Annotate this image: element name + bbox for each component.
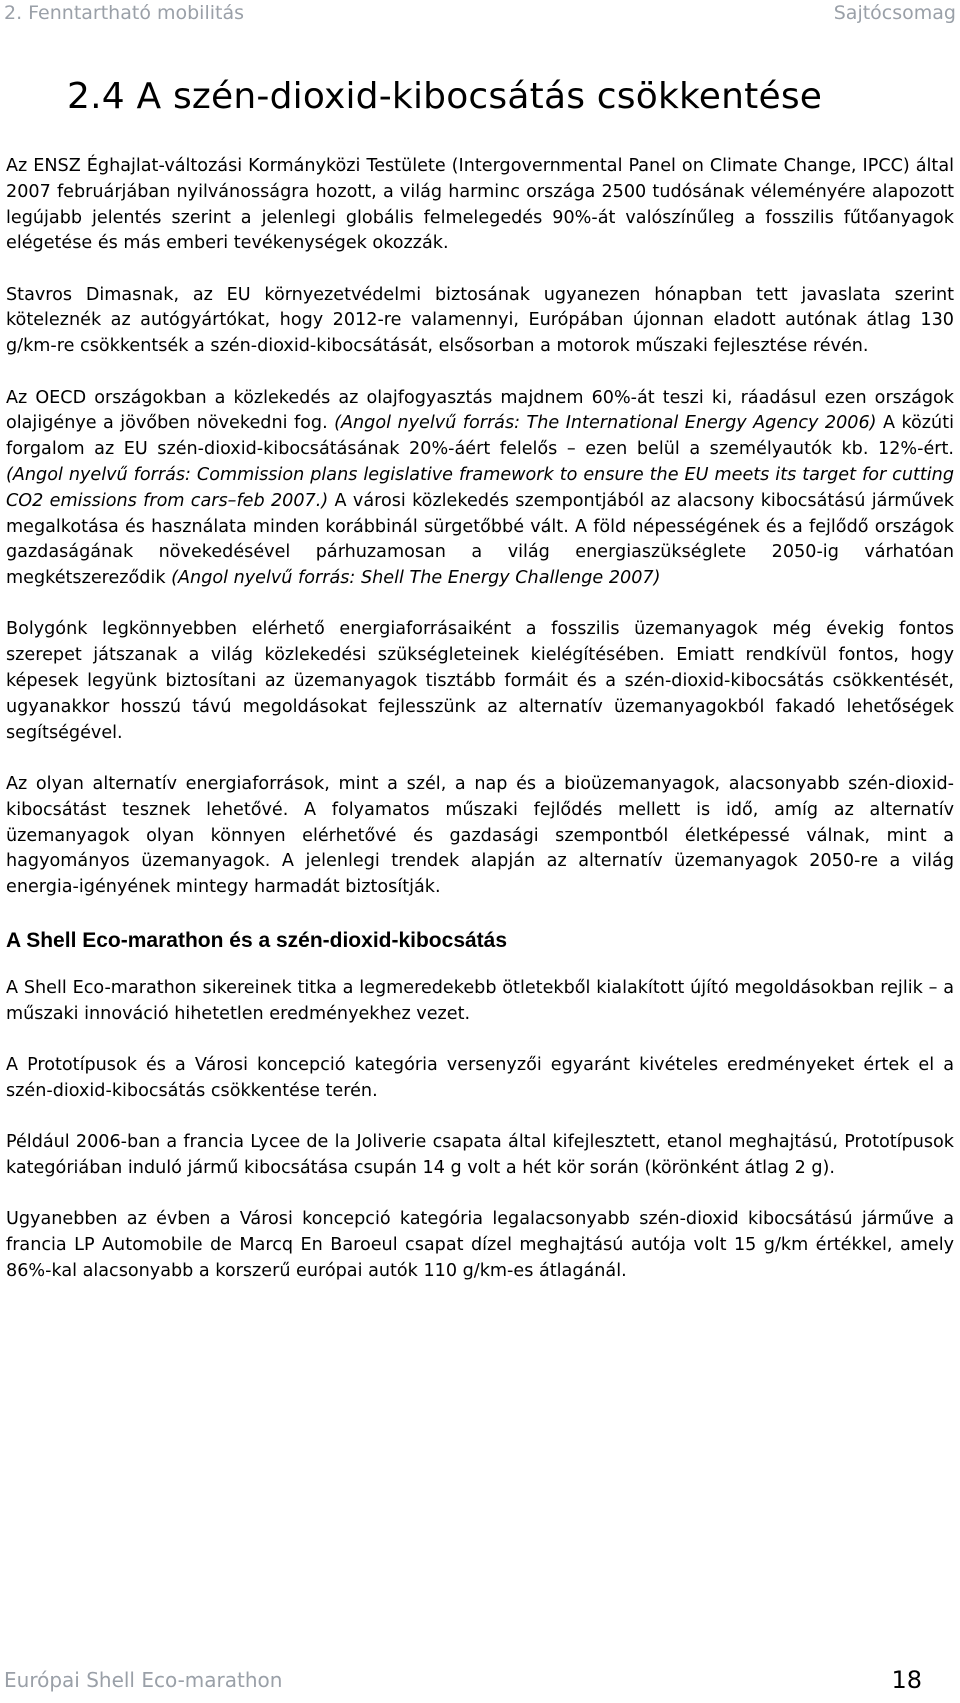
source-shell: (Angol nyelvű forrás: Shell The Energy Challenge 2007) <box>171 568 661 589</box>
paragraph-categories: A Prototípusok és a Városi koncepció kategória versenyzői egyaránt kivételes eredményeket értek el a szén-dioxid-kibocsátás csökkentése terén. <box>6 1054 954 1101</box>
header-doc-type: Sajtócsomag <box>833 2 956 24</box>
oecd-text-2: A közúti forgalom az EU szén-dioxid-kibocsátásának 20%-áért felelős – ezen belül a személyautók kb. 12%-ért. <box>6 413 954 460</box>
paragraph-2006: Például 2006-ban a francia Lycee de la Joliverie csapata által kifejlesztett, etanol meghajtású, Prototípusok kategóriában induló jármű kibocsátása csupán 14 g volt a hét kör során (körönként átlag 2 g). <box>6 1131 954 1178</box>
footer-title: Európai Shell Eco-marathon <box>4 1668 283 1692</box>
source-commission: (Angol nyelvű forrás: Commission plans legislative framework to ensure the EU meets its target for cutting CO2 emissions from cars–feb 2007.) <box>6 464 954 511</box>
paragraph-fossil: Bolygónk legkönnyebben elérhető energiaforrásaiként a fosszilis üzemanyagok még évekig fontos szerepet játszanak a világ közlekedési szükségleteinek kielégítésében. Emiatt rendkívül fontos, hogy képesek legyünk biztosítani az üzemanyagok tisztább formáit és a szén-dioxid-kibocsátás csökkentését, ugyanakkor hosszú távú megoldásokat fejlesszünk az alternatív üzemanyagokból fakadó lehetőségek segítségével. <box>6 619 954 743</box>
paragraph-urban-concept: Ugyanebben az évben a Városi koncepció kategória legalacsonyabb szén-dioxid kibocsátású járműve a francia LP Automobile de Marcq En Baroeul csapat dízel meghajtású autója volt 15 g/km értékkel, amely 86%-kal alacsonyabb a korszerű európai autók 110 g/km-es átlagánál. <box>6 1209 954 1281</box>
source-iea: (Angol nyelvű forrás: The International Energy Agency 2006) <box>334 413 877 434</box>
oecd-text-1: Az OECD országokban a közlekedés az olajfogyasztás majdnem 60%-át teszi ki, ráadásul ezen országok olajigénye a jövőben növekedni fog. <box>6 387 954 434</box>
section-title: 2.4 A szén-dioxid-kibocsátás csökkentése <box>67 76 823 117</box>
paragraph-ipcc: Az ENSZ Éghajlat-változási Kormányközi Testülete (Intergovernmental Panel on Climate Change, IPCC) által 2007 februárjában nyilvánosságra hozott, a világ harminc országa 2500 tudósának véleményére alapozott legújabb jelentés szerint a jelenlegi globális felmelegedés 90%-át valószínűleg a fosszilis fűtőanyagok elégetése és más emberi tevékenységek okozzák. <box>6 156 954 254</box>
paragraph-alternative: Az olyan alternatív energiaforrások, mint a szél, a nap és a bioüzemanyagok, alacsonyabb szén-dioxid-kibocsátást tesznek lehetővé. A folyamatos műszaki fejlődés mellett is idő, amíg az alternatív üzemanyagok olyan könnyen elérhetővé és gazdasági szempontból életképessé válnak, mint a hagyományos üzemanyagok. A jelenlegi trendek alapján az alternatív üzemanyagok 2050-re a világ energia-igényének mintegy harmadát biztosítják. <box>6 773 954 898</box>
running-header <box>4 2 956 28</box>
page-number: 18 <box>891 1666 922 1694</box>
paragraph-dimas: Stavros Dimasnak, az EU környezetvédelmi biztosának ugyanezen hónapban tett javaslata szerint köteleznék az autógyártókat, hogy 2012-re valamennyi, Európában újonnan eladott autónak átlag 130 g/km-re csökkentsék a szén-dioxid-kibocsátását, elsősorban a motorok műszaki fejlesztése révén. <box>6 284 954 357</box>
paragraph-innovation: A Shell Eco-marathon sikereinek titka a legmeredekebb ötletekből kialakított újító megoldásokban rejlik – a műszaki innováció hihetetlen eredményekhez vezet. <box>6 977 954 1024</box>
body-text <box>6 154 954 1310</box>
oecd-text-3: A városi közlekedés szempontjából az alacsony kibocsátású járművek megalkotása és használata minden korábbinál sürgetőbbé vált. A föld népességének és a fejlődő országok gazdaságának növekedésével párhuzamosan a világ energiaszükséglete 2050-ig várhatóan megkétszereződik <box>6 490 954 589</box>
subheading-eco-marathon: A Shell Eco-marathon és a szén-dioxid-kibocsátás <box>6 928 508 952</box>
paragraph-oecd <box>6 386 954 592</box>
header-chapter: 2. Fenntartható mobilitás <box>4 2 245 24</box>
